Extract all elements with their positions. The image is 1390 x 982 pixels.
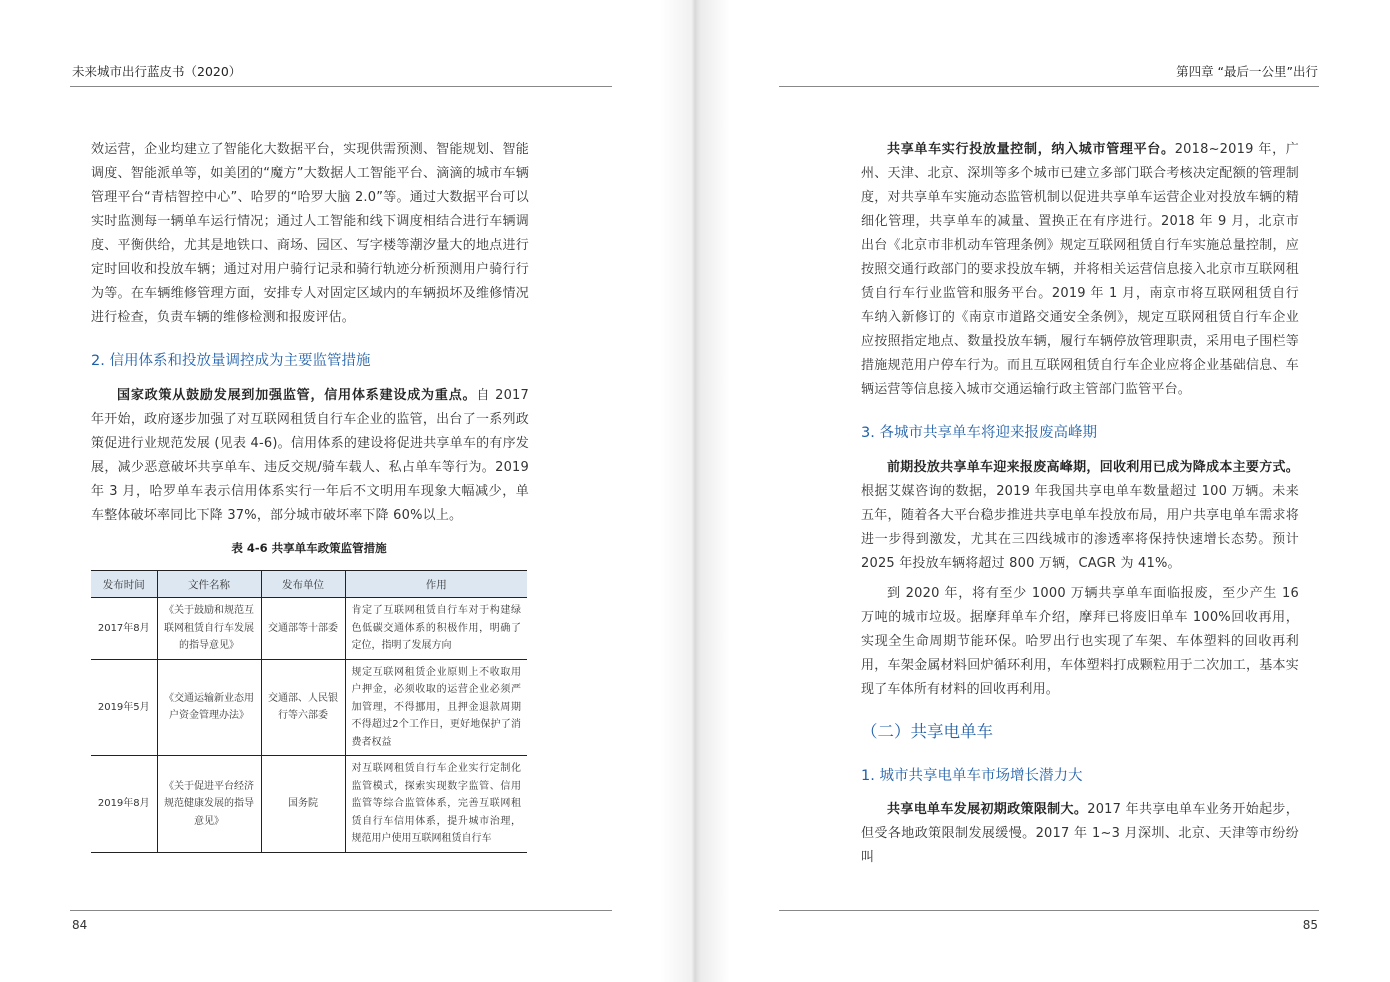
left-paragraph-2-bold: 国家政策从鼓励发展到加强监管，信用体系建设成为重点。 [117, 388, 477, 403]
right-page-number: 85 [1302, 918, 1318, 932]
right-paragraph-2-rest: 根据艾媒咨询的数据，2019 年我国共享电单车数量超过 100 万辆。未来五年，随着各大平台稳步推进共享电单车投放布局，用户共享电单车需求将进一步得到激发，尤其在三四线城市的渗透率将保持快速增长态势。预计 2025 年投放车辆将超过 800 万辆，CAGR 为 41%。 [861, 484, 1299, 571]
right-footer-rule [779, 910, 1319, 911]
right-paragraph-2-text [861, 456, 1299, 576]
col-header-date: 发布时间 [91, 571, 157, 598]
book-gutter-shadow [660, 0, 730, 982]
section-heading-shared-ebike: （二）共享电单车 [861, 722, 993, 741]
cell-publisher: 交通部、人民银行等六部委 [261, 659, 345, 756]
right-paragraph-1 [861, 138, 1299, 402]
right-page [695, 0, 1390, 982]
cell-effect: 规定互联网租赁企业原则上不收取用户押金，必须收取的运营企业必须严加管理，不得挪用，且押金退款周期不得超过2个工作日，更好地保护了消费者权益 [345, 659, 527, 756]
right-paragraph-4 [861, 798, 1299, 870]
cell-publisher: 交通部等十部委 [261, 598, 345, 660]
cell-effect: 肯定了互联网租赁自行车对于构建绿色低碳交通体系的积极作用，明确了定位，指明了发展方向 [345, 598, 527, 660]
left-header-rule [70, 86, 612, 87]
cell-date: 2017年8月 [91, 598, 157, 660]
cell-document: 《交通运输新业态用户资金管理办法》 [157, 659, 261, 756]
right-paragraph-3 [861, 582, 1299, 702]
cell-date: 2019年8月 [91, 756, 157, 853]
col-header-effect: 作用 [345, 571, 527, 598]
table-row [91, 659, 527, 756]
left-paragraph-2 [91, 384, 529, 528]
right-paragraph-2 [861, 456, 1299, 576]
cell-date: 2019年5月 [91, 659, 157, 756]
cell-document: 《关于促进平台经济规范健康发展的指导意见》 [157, 756, 261, 853]
right-paragraph-2-bold: 前期投放共享单车迎来报废高峰期，回收利用已成为降成本主要方式。 [887, 460, 1299, 475]
right-header-rule [779, 86, 1319, 87]
left-paragraph-2-text [91, 384, 529, 528]
table-caption: 表 4-6 共享单车政策监管措施 [231, 541, 387, 555]
right-heading-3: 3. 各城市共享单车将迎来报废高峰期 [861, 425, 1097, 441]
left-heading-2: 2. 信用体系和投放量调控成为主要监管措施 [91, 353, 371, 369]
right-paragraph-4-bold: 共享电单车发展初期政策限制大。 [887, 802, 1088, 817]
right-running-head: 第四章 “最后一公里”出行 [1176, 64, 1318, 79]
left-paragraph-2-rest: 自 2017 年开始，政府逐步加强了对互联网租赁自行车企业的监管，出台了一系列政策促进行业规范发展 (见表 4-6)。信用体系的建设将促进共享单车的有序发展，减少恶意破坏共享单车、违反交规/骑车载人、私占单车等行为。2019 年 3 月，哈罗单车表示信用体系实行一年后不文明用车现象大幅减少，单车整体破坏率同比下降 37%，部分城市破坏率下降 60%以上。 [91, 388, 530, 523]
col-header-document: 文件名称 [157, 571, 261, 598]
right-paragraph-4-text [861, 798, 1299, 870]
cell-effect: 对互联网租赁自行车企业实行定制化监管模式，探索实现数字监管、信用监管等综合监管体系，完善互联网租赁自行车信用体系，提升城市治理，规范用户使用互联网租赁自行车 [345, 756, 527, 853]
right-paragraph-1-text [861, 138, 1299, 402]
left-running-head: 未来城市出行蓝皮书（2020） [72, 64, 242, 79]
table-row [91, 598, 527, 660]
col-header-publisher: 发布单位 [261, 571, 345, 598]
right-paragraph-4-rest: 2017 年共享电单车业务开始起步，但受各地政策限制发展缓慢。2017 年 1~3 月深圳、北京、天津等市纷纷叫 [861, 802, 1299, 865]
left-paragraph-1-text: 效运营，企业均建立了智能化大数据平台，实现供需预测、智能规划、智能调度、智能派单等，如美团的“魔方”大数据人工智能平台、滴滴的城市车辆管理平台“青桔智控中心”、哈罗的“哈罗大脑 2.0”等。通过大数据平台可以实时监测每一辆单车运行情况；通过人工智能和线下调度相结合进行车辆调度、平衡供给，尤其是地铁口、商场、园区、写字楼等潮汐量大的地点进行定时回收和投放车辆；通过对用户骑行记录和骑行轨迹分析预测用户骑行行为等。在车辆维修管理方面，安排专人对固定区域内的车辆损坏及维修情况进行检查，负责车辆的维修检测和报废评估。 [91, 142, 529, 325]
right-paragraph-1-bold: 共享单车实行投放量控制，纳入城市管理平台。 [887, 142, 1175, 157]
right-paragraph-3-text: 到 2020 年，将有至少 1000 万辆共享单车面临报废，至少产生 16 万吨的城市垃圾。据摩拜单车介绍，摩拜已将废旧单车 100%回收再用，实现全生命周期节能环保。哈罗出行也实现了车架、车体塑料的回收再利用，车架金属材料回炉循环利用，车体塑料打成颗粒用于二次加工，基本实现了车体所有材料的回收再利用。 [861, 586, 1299, 697]
table-row [91, 756, 527, 853]
left-footer-rule [70, 910, 612, 911]
table-header-row [91, 571, 527, 598]
cell-document: 《关于鼓励和规范互联网租赁自行车发展的指导意见》 [157, 598, 261, 660]
left-paragraph-1 [91, 138, 529, 330]
right-paragraph-1-rest: 2018~2019 年，广州、天津、北京、深圳等多个城市已建立多部门联合考核决定配额的管理制度，对共享单车实施动态监管机制以促进共享单车运营企业对投放车辆的精细化管理，共享单车的减量、置换正在有序进行。2018 年 9 月，北京市出台《北京市非机动车管理条例》规定互联网租赁自行车实施总量控制，应按照交通行政部门的要求投放车辆，并将相关运营信息接入北京市互联网租赁自行车行业监管和服务平台。2019 年 1 月，南京市将互联网租赁自行车纳入新修订的《南京市道路交通安全条例》，规定互联网租赁自行车企业应按照指定地点、数量投放车辆，履行车辆停放管理职责，采用电子围栏等措施规范用户停车行为。而且互联网租赁自行车企业应将企业基础信息、车辆运营等信息接入城市交通运输行政主管部门监管平台。 [861, 142, 1299, 397]
policy-table [91, 570, 527, 853]
right-heading-1: 1. 城市共享电单车市场增长潜力大 [861, 768, 1083, 784]
left-page-number: 84 [72, 918, 88, 932]
cell-publisher: 国务院 [261, 756, 345, 853]
